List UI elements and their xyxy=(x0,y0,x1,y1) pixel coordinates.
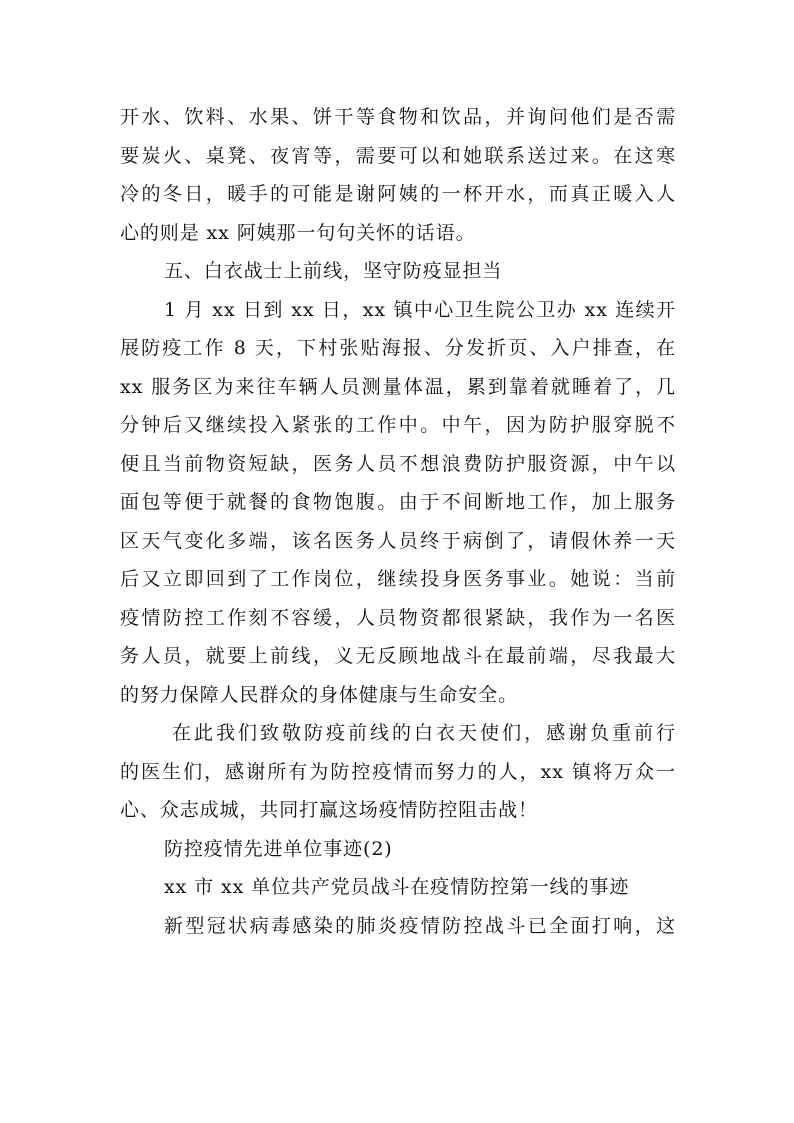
text-line: xx 服务区为来往车辆人员测量体温，累到靠着就睡着了，几 xyxy=(120,375,676,398)
text-line: 在此我们致敬防疫前线的白衣天使们，感谢负重前行 xyxy=(172,722,676,744)
text-line: 面包等便于就餐的食物饱腹。由于不间断地工作，加上服务 xyxy=(120,491,676,513)
text-line: 心的则是 xx 阿姨那一句句关怀的话语。 xyxy=(120,221,476,244)
text-line: 分钟后又继续投入紧张的工作中。中午，因为防护服穿脱不 xyxy=(120,414,676,436)
text-line: 开水、饮料、水果、饼干等食物和饮品，并询问他们是否需 xyxy=(120,106,676,128)
text-line: 要炭火、桌凳、夜宵等，需要可以和她联系送过来。在这寒 xyxy=(120,144,676,167)
subtitle: xx 市 xx 单位共产党员战斗在疫情防控第一线的事迹 xyxy=(164,876,630,898)
text-line: 便且当前物资短缺，医务人员不想浪费防护服资源，中午以 xyxy=(120,452,676,475)
text-line: 的努力保障人民群众的身体健康与生命安全。 xyxy=(120,683,519,706)
text-line: 后又立即回到了工作岗位，继续投身医务事业。她说：当前 xyxy=(120,568,676,590)
text-line: 务人员，就要上前线，义无反顾地战斗在最前端，尽我最大 xyxy=(120,645,676,667)
document-body xyxy=(120,98,676,945)
text-line: 1 月 xx 日到 xx 日，xx 镇中心卫生院公卫办 xx 连续开 xyxy=(164,298,676,321)
text-line: 疫情防控工作刻不容缓，人员物资都很紧缺，我作为一名医 xyxy=(120,606,676,629)
section-title: 防控疫情先进单位事迹(2) xyxy=(164,837,393,860)
text-line: 冷的冬日，暖手的可能是谢阿姨的一杯开水，而真正暖入人 xyxy=(120,183,676,205)
text-line: 新型冠状病毒感染的肺炎疫情防控战斗已全面打响，这 xyxy=(164,914,676,937)
section-heading: 五、白衣战士上前线，坚守防疫显担当 xyxy=(164,260,503,282)
text-line: 区天气变化多端，该名医务人员终于病倒了，请假休养一天 xyxy=(120,529,676,552)
text-line: 的医生们，感谢所有为防控疫情而努力的人，xx 镇将万众一 xyxy=(120,760,676,783)
text-line: 展防疫工作 8 天，下村张贴海报、分发折页、入户排查，在 xyxy=(120,337,676,359)
text-line: 心、众志成城，共同打赢这场疫情防控阻击战！ xyxy=(120,799,538,821)
